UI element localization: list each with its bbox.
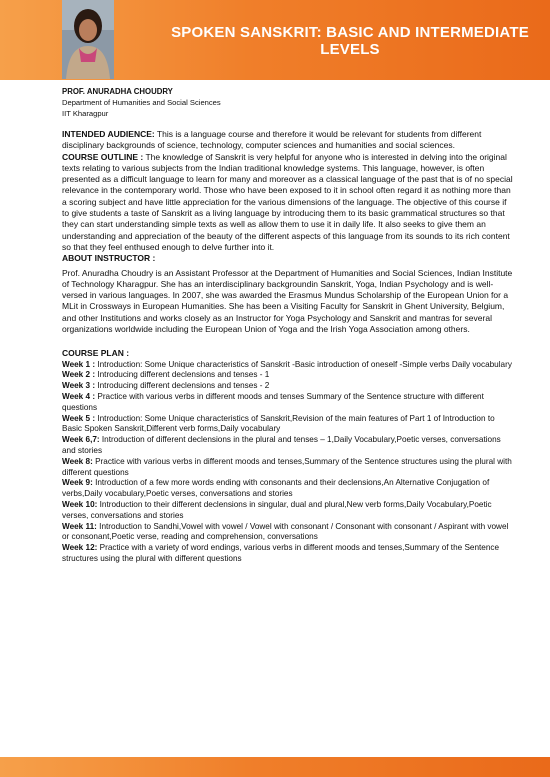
week-item bbox=[62, 381, 514, 392]
week-label: Week 2 : bbox=[62, 370, 96, 380]
intended-audience-label: INTENDED AUDIENCE: bbox=[62, 129, 155, 139]
week-text: Introducing different declensions and tenses - 2 bbox=[95, 381, 270, 391]
course-outline-text: The knowledge of Sanskrit is very helpful for anyone who is interested in delving into the original texts relating to various subjects from the Indian traditional knowledge systems. This language, however, is often presented as a difficult language to learn for many and moreover as a classical language of the past that is of no special relevance in the contemporary world. Those who have been exposed to it in school often regard it as nothing more than a scoring subject and have little appreciation for the various dimensions of the language. The objective of this course if to give students a taste of Sanskrit as a living language by introducing them to its basic grammatical structures so that they can start understanding simple texts as well as allow them to use it in daily life. It also seeks to give them an understanding and appreciation of the beauty of the different aspects of this language from its sounds to its rich content so that they feel enthused enough to delve further into it. bbox=[62, 151, 513, 252]
week-label: Week 1 : bbox=[62, 359, 96, 369]
week-label: Week 12: bbox=[62, 543, 98, 553]
course-outline-section bbox=[62, 152, 514, 254]
instructor-photo bbox=[62, 0, 114, 79]
week-item bbox=[62, 500, 514, 522]
week-text: Introduction: Some Unique characteristics of Sanskrit,Revision of the main features of Part 1 of Introduction to Basic Spoken Sanskrit,Different verb forms,Daily vocabulary bbox=[62, 413, 495, 434]
intended-audience-section bbox=[62, 129, 514, 152]
week-label: Week 4 : bbox=[62, 392, 96, 402]
course-title-line1: SPOKEN SANSKRIT: BASIC AND INTERMEDIATE bbox=[171, 24, 529, 41]
footer-bar bbox=[0, 757, 550, 777]
instructor-department: Department of Humanities and Social Sciences bbox=[62, 98, 221, 107]
week-text: Practice with a variety of word endings, various verbs in different moods and tenses,Summary of the Sentence structures using the plural with different questions bbox=[62, 543, 500, 563]
week-item bbox=[62, 370, 514, 381]
week-item bbox=[62, 392, 514, 414]
week-text: Introduction to Sandhi,Vowel with vowel / Vowel with consonant / Consonant with consonant / Aspirant with vowel or consonant,Poetic verse, reading and comprehension, conversations bbox=[62, 521, 509, 542]
intended-audience-text: This is a language course and therefore it would be relevant for students from different disciplinary backgrounds of science, technology, computer sciences and humanities and social sciences. bbox=[62, 129, 482, 151]
week-text: Practice with various verbs in different moods and tenses,Summary of the Sentence structures using the plural with different questions bbox=[62, 456, 512, 477]
week-label: Week 9: bbox=[62, 478, 93, 488]
about-instructor-section bbox=[62, 253, 514, 335]
course-plan-section bbox=[62, 348, 514, 564]
about-instructor-text: Prof. Anuradha Choudry is an Assistant Professor at the Department of Humanities and Social Sciences, Indian Institute of Technology Kharagpur. She has an interdisciplinary backgroundin Sanskrit, Yoga, Indian Psychology and is well-versed in various languages. In 2007, she was awarded the Erasmus Mundus Scholarship of the European Union for a MLit in Crossways in European Humanities. She has been a Visiting Faculty for Sanskrit in Ghent University, Belgium, and other Institutions and works closely as an Instructor for Yoga Psychology and Sanskrit and mantras for several organizations worldwide including the European Union of Yoga and the Irish Yoga Association among others. bbox=[62, 267, 513, 335]
week-label: Week 3 : bbox=[62, 381, 96, 391]
course-outline-label: COURSE OUTLINE : bbox=[62, 151, 144, 162]
week-text: Practice with various verbs in different moods and tenses Summary of the Sentence structure with different questions bbox=[62, 392, 484, 412]
week-label: Week 6,7: bbox=[62, 435, 100, 445]
week-label: Week 8: bbox=[62, 456, 93, 466]
week-item bbox=[62, 543, 514, 565]
week-text: Introduction: Some Unique characteristics of Sanskrit -Basic introduction of oneself -Simple verbs Daily vocabulary bbox=[95, 359, 512, 369]
week-item bbox=[62, 435, 514, 457]
week-label: Week 10: bbox=[62, 500, 98, 509]
about-instructor-label: ABOUT INSTRUCTOR : bbox=[62, 253, 156, 264]
week-item bbox=[62, 414, 514, 436]
instructor-institute: IIT Kharagpur bbox=[62, 109, 109, 118]
course-title-line2: LEVELS bbox=[320, 41, 380, 58]
week-text: Introducing different declensions and tenses - 1 bbox=[95, 370, 270, 380]
week-label: Week 5 : bbox=[62, 413, 96, 423]
instructor-card bbox=[62, 86, 221, 119]
week-item bbox=[62, 457, 514, 479]
week-item bbox=[62, 360, 514, 371]
week-text: Introduction to their different declensions in singular, dual and plural,New verb forms,Daily Vocabulary,Poetic verses, conversations and stories bbox=[62, 500, 492, 520]
course-title bbox=[150, 24, 550, 58]
week-item bbox=[62, 522, 514, 544]
week-item bbox=[62, 478, 514, 500]
week-label: Week 11: bbox=[62, 521, 97, 531]
course-plan-label: COURSE PLAN : bbox=[62, 348, 130, 359]
course-content bbox=[62, 129, 514, 565]
header-banner bbox=[0, 0, 550, 80]
instructor-name: PROF. ANURADHA CHOUDRY bbox=[62, 87, 173, 96]
week-text: Introduction of a few more words ending with consonants and their declensions,An Alternative Conjugation of verbs,Daily vocabulary,Poetic verses, conversations and stories bbox=[62, 478, 490, 499]
week-text: Introduction of different declensions in the plural and tenses – 1,Daily Vocabulary,Poetic verses, conversations and stories bbox=[62, 435, 501, 456]
